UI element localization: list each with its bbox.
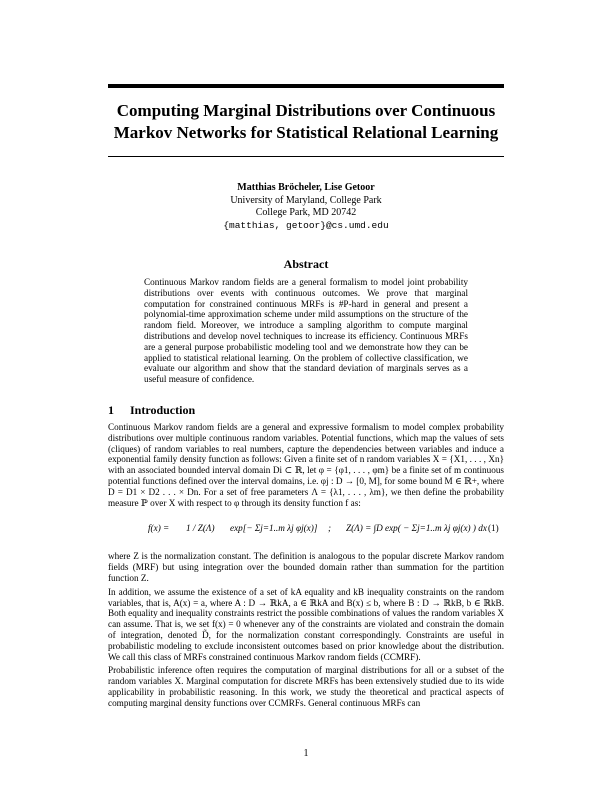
title-bottom-rule xyxy=(108,156,504,157)
body-text xyxy=(108,422,504,712)
author-block xyxy=(108,182,504,232)
equation-separator: ; xyxy=(328,523,332,534)
author-names: Matthias Bröcheler, Lise Getoor xyxy=(237,182,375,193)
equation-exp-term: exp[− Σj=1..m λj φj(x)] xyxy=(230,523,318,534)
equation-fraction: 1 / Z(Λ) xyxy=(186,523,215,534)
paragraph: where Z is the normalization constant. The definition is analogous to the popular discrete Markov random fields (MRF) but using integration over the bounded domain rather than summation for the partition function Z. xyxy=(108,551,504,583)
author-address: College Park, MD 20742 xyxy=(255,207,357,218)
equation-number: (1) xyxy=(488,523,499,534)
section-heading xyxy=(108,403,195,418)
paragraph: In addition, we assume the existence of a set of kA equality and kB inequality constraints on the random variables, that is, A(x) = a, where A : D → ℝkA, a ∈ ℝkA and B(x) ≤ b, where B : D → ℝkB, b ∈ ℝkB. Both equality and inequality constraints restrict the possible combinations of values the random variables X can assume. That is, we set f(x) = 0 whenever any of the constraints are violated and constrain the domain of integration, denoted D̃, for the normalization constant correspondingly. Constraints are useful in probabilistic modeling to exclude inconsistent outcomes based on prior knowledge about the distribution. We call this class of MRFs constrained continuous Markov random fields (CCMRF). xyxy=(108,586,504,662)
title-top-rule xyxy=(108,84,504,88)
section-number: 1 xyxy=(108,403,114,417)
abstract-heading: Abstract xyxy=(283,257,329,271)
equation-lhs: f(x) = xyxy=(148,523,170,534)
page-number: 1 xyxy=(303,748,309,759)
author-affiliation: University of Maryland, College Park xyxy=(230,194,382,206)
equation-normalizer: Z(Λ) = ∫D exp( − Σj=1..m λj φj(x) ) dx xyxy=(346,523,487,534)
author-email: {matthias, getoor}@cs.umd.edu xyxy=(223,219,389,231)
section-title: Introduction xyxy=(130,403,196,417)
paragraph: Probabilistic inference often requires the computation of marginal distributions for all or a subset of the random variables X. Marginal computation for discrete MRFs has been extensively studied due to its wide applicability in probabilistic reasoning. In this work, we study the theoretical and practical aspects of computing marginal density functions over CCMRFs. General continuous MRFs can xyxy=(108,665,504,708)
equation-1 xyxy=(108,511,504,551)
paper-title: Computing Marginal Distributions over Continuous Markov Networks for Statistical Relational Learning xyxy=(113,101,499,142)
paragraph: Continuous Markov random fields are a general and expressive formalism to model complex probability distributions over multiple continuous random variables. Potential functions, which map the values of sets (cliques) of random variables to real numbers, capture the dependencies between variables and induce a exponential family density function as follows: Given a finite set of n random variables X = {X1, . . . , Xn} with an associated bounded interval domain Di ⊂ ℝ, let φ = {φ1, . . . , φm} be a finite set of m continuous potential functions defined over the interval domains, i.e. φj : D → [0, M], for some bound M ∈ ℝ+, where D = D1 × D2 . . . × Dn. For a set of free parameters Λ = {λ1, . . . , λm}, we then define the probability measure ℙ over X with respect to φ through its density function f as: xyxy=(108,422,504,508)
abstract-text: Continuous Markov random fields are a general formalism to model joint probability distributions over events with continuous outcomes. We prove that marginal computation for constrained continuous MRFs is #P-hard in general and present a polynomial-time approximation scheme under mild assumptions on the structure of the random field. Moreover, we introduce a sampling algorithm to compute marginal distributions and develop novel techniques to increase its efficiency. Continuous MRFs are a general purpose probabilistic modeling tool and we demonstrate how they can be applied to statistical relational learning. On the problem of collective classification, we evaluate our algorithm and show that the standard deviation of marginals serves as a useful measure of confidence. xyxy=(144,277,468,385)
